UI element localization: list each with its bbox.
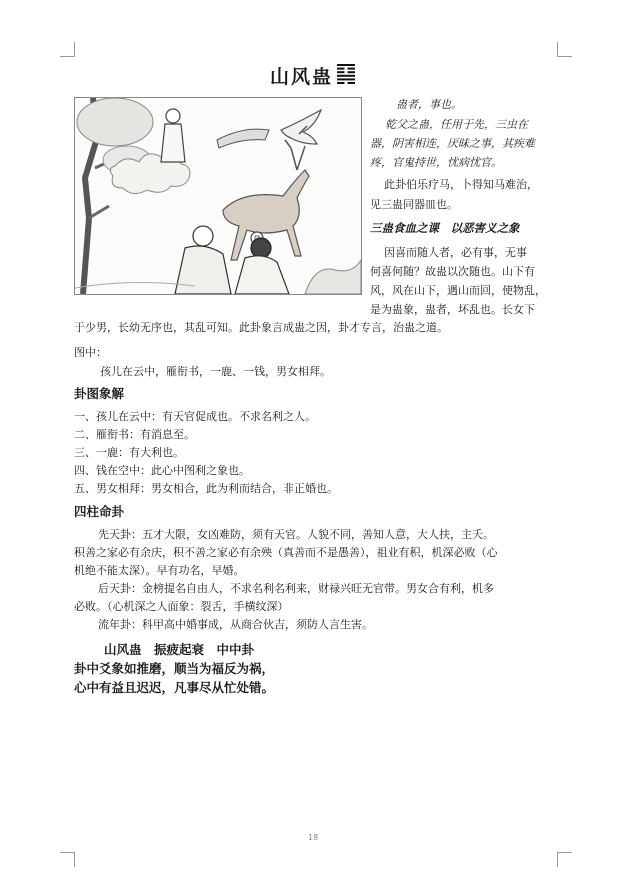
verse-line: 心中有益且迟迟，凡事尽从忙处错。 bbox=[74, 680, 275, 695]
side-note-line: 乾父之蛊，任用于先，三虫在 bbox=[385, 118, 528, 131]
list-item: 三、一鹿：有大利也。 bbox=[74, 446, 184, 459]
main-para-line: 于少男，长幼无序也，其乱可知。此卦象言成蛊之因，卦才专言，治蛊之道。 bbox=[74, 321, 448, 334]
liunian-line: 流年卦：科甲高中婚事成，从商合伙吉，须防人言生害。 bbox=[98, 618, 373, 631]
xiantian-line: 积善之家必有余庆，积不善之家必有余殃（真善而不是愚善），祖业有积，机深必败（心 bbox=[74, 546, 498, 559]
hexagram-gu-icon bbox=[337, 64, 355, 84]
section-heading-four-pillars: 四柱命卦 bbox=[74, 504, 125, 519]
houtian-line: 必败。（心机深之人面象：裂舌，手横纹深） bbox=[74, 600, 289, 613]
figure-text: 孩儿在云中，雁衔书，一鹿、一钱，男女相拜。 bbox=[100, 365, 331, 378]
page-number: 18 bbox=[308, 833, 319, 842]
crop-mark-top-right bbox=[557, 42, 572, 57]
crop-mark-bottom-right bbox=[557, 852, 572, 867]
intro-line: 见三蛊同器皿也。 bbox=[370, 198, 458, 211]
list-item: 二、雁衔书：有消息至。 bbox=[74, 428, 195, 441]
intro-line: 此卦伯乐疗马，卜得知马难治， bbox=[384, 178, 538, 191]
section-heading-image-interpretation: 卦图象解 bbox=[74, 386, 125, 401]
side-note-line: 器，阴害相连，厌昧之事，其疾难 bbox=[370, 137, 535, 150]
page-title: 山风蛊 bbox=[270, 66, 334, 88]
list-item: 四、钱在空中：此心中图利之象也。 bbox=[74, 464, 250, 477]
side-note-line: 蛊者，事也。 bbox=[396, 98, 462, 111]
verse-line: 卦中爻象如推磨，顺当为福反为祸， bbox=[74, 661, 275, 676]
crop-mark-bottom-left bbox=[60, 852, 75, 867]
main-para-line: 是为蛊象，蛊者，坏乱也。长女下 bbox=[370, 303, 535, 316]
list-item: 一、孩儿在云中：有天官促成也。不求名利之人。 bbox=[74, 410, 316, 423]
xiantian-line: 先天卦：五才大限，女凶难防，须有天官。人貌不同，善知人意，大人扶，主夭。 bbox=[98, 528, 494, 541]
main-para-line: 何喜何随？故蛊以次随也。山下有 bbox=[370, 265, 535, 278]
verse-header: 山风蛊 振疲起衰 中中卦 bbox=[104, 642, 255, 657]
figure-label: 图中： bbox=[74, 346, 107, 359]
side-note-line: 疼，官鬼持世，忧病忧官。 bbox=[370, 156, 502, 169]
illustration-icon bbox=[74, 97, 362, 295]
xiantian-line: 机绝不能太深）。早有功名，早婚。 bbox=[74, 564, 245, 577]
houtian-line: 后天卦：金榜提名自由人，不求名利名利来，财禄兴旺无官带。男女合有利，机多 bbox=[98, 582, 494, 595]
crop-mark-top-left bbox=[60, 42, 75, 57]
main-para-line: 风，风在山下，遇山而回，使物乱， bbox=[370, 284, 546, 297]
main-para-line: 因喜而随人者，必有事，无事 bbox=[384, 246, 527, 259]
subtitle: 三蛊食血之课 以恶害义之象 bbox=[370, 221, 520, 235]
list-item: 五、男女相拜：男女相合，此为利而结合，非正婚也。 bbox=[74, 482, 338, 495]
